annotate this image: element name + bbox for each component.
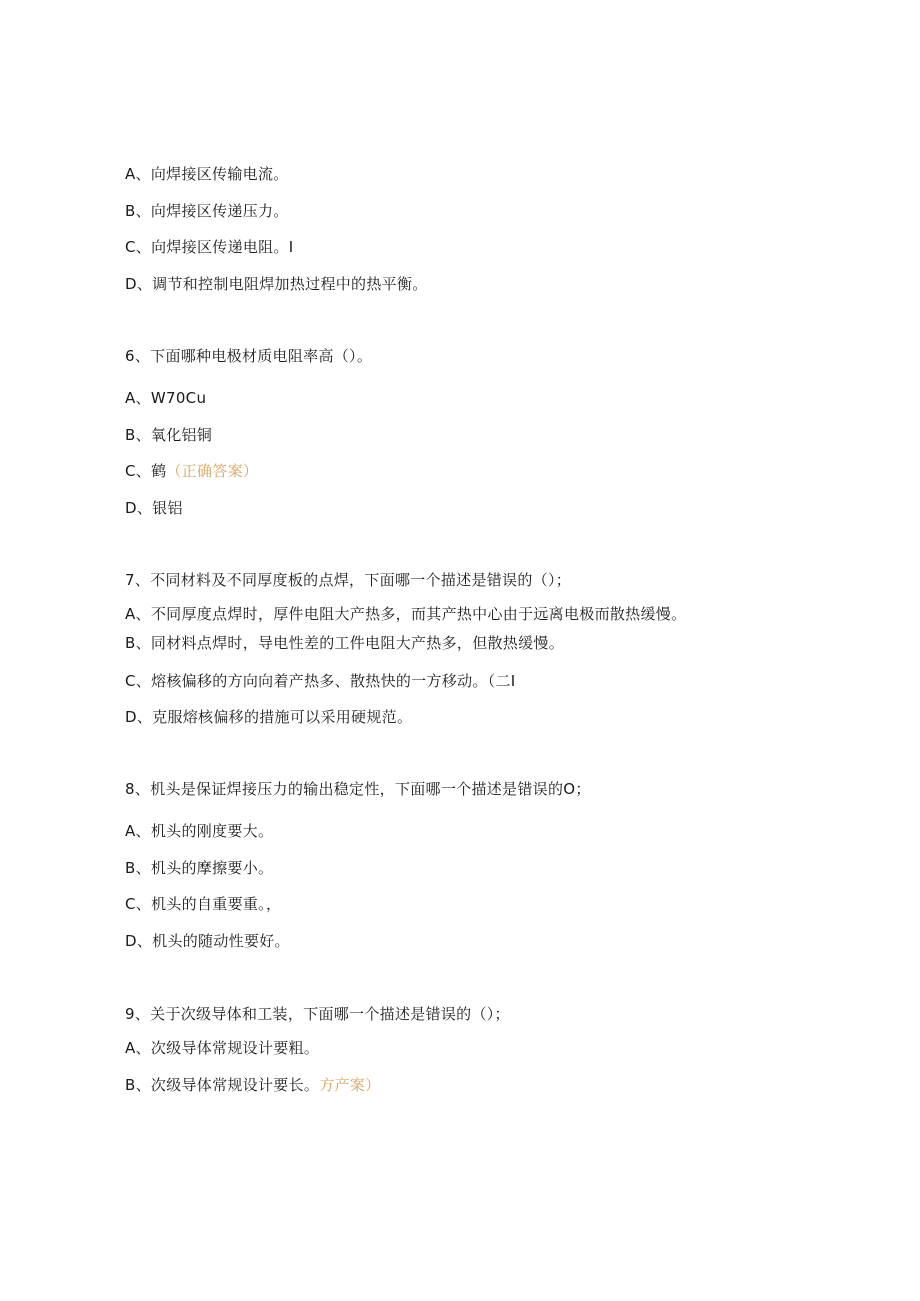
q7-option-b: B、同材料点焊时，导电性差的工件电阻大产热多，但散热缓慢。 (125, 634, 564, 652)
q9-question: 9、关于次级导体和工装，下面哪一个描述是错误的（）； (125, 1005, 510, 1023)
q7-option-a: A、不同厚度点焊时，厚件电阻大产热多，而其产热中心由于远离电极而散热缓慢。 (125, 605, 687, 623)
correct-answer-mark: （正确答案） (166, 462, 259, 480)
q7-question: 7、不同材料及不同厚度板的点焊，下面哪一个描述是错误的（）； (125, 571, 572, 589)
q5-option-a: A、向焊接区传输电流。 (125, 165, 289, 183)
q6-option-d: D、银铝 (125, 499, 183, 517)
q6-option-c-text: C、鹤 (125, 462, 167, 480)
q5-option-d: D、调节和控制电阻焊加热过程中的热平衡。 (125, 275, 428, 293)
q8-option-c: C、机头的自重要重。， (125, 895, 282, 913)
q8-option-a: A、机头的刚度要大。 (125, 822, 274, 840)
q6-option-c (125, 461, 258, 481)
q9-option-b (125, 1075, 380, 1095)
answer-mark: 方产案） (319, 1076, 381, 1094)
q8-option-d: D、机头的随动性要好。 (125, 932, 290, 950)
q6-question: 6、下面哪种电极材质电阻率高（）。 (125, 347, 373, 365)
q8-option-b: B、机头的摩擦要小。 (125, 859, 274, 877)
q8-question: 8、机头是保证焊接压力的输出稳定性，下面哪一个描述是错误的O； (125, 780, 591, 798)
q5-option-c: C、向焊接区传递电阻。I (125, 238, 294, 256)
q5-option-b: B、向焊接区传递压力。 (125, 202, 289, 220)
q7-option-c: C、熔核偏移的方向向着产热多、散热快的一方移动。（二I (125, 672, 516, 690)
q9-option-b-text: B、次级导体常规设计要长。 (125, 1076, 320, 1094)
q6-option-a: A、W70Cu (125, 389, 207, 407)
q9-option-a: A、次级导体常规设计要粗。 (125, 1039, 320, 1057)
q7-option-d: D、克服熔核偏移的措施可以采用硬规范。 (125, 708, 413, 726)
q6-option-b: B、氧化铝铜 (125, 426, 213, 444)
